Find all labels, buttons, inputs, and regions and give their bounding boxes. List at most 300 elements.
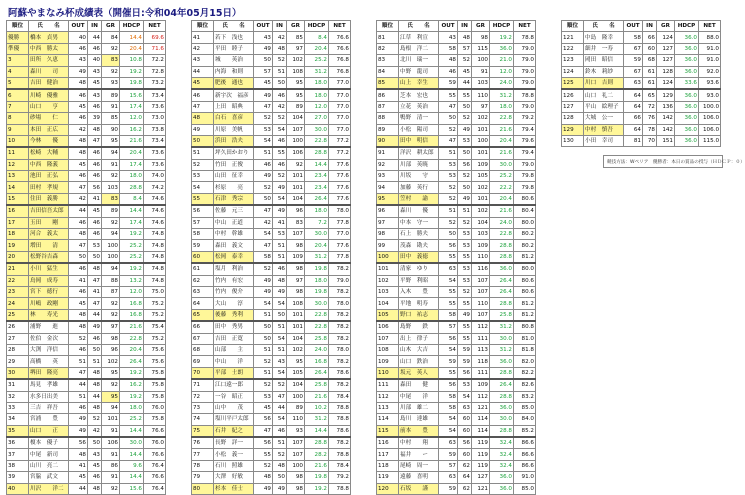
cell-gr: 103 [472, 229, 490, 240]
table-row [377, 286, 536, 297]
cell-name: 中村 幹雄 [214, 229, 254, 240]
cell-in: 55 [458, 321, 472, 333]
cell-hdcp: 25.2 [120, 414, 144, 425]
cell-gr: 89 [287, 402, 305, 413]
cell-name: 宮浦 豊 [29, 414, 69, 425]
cell-rank: 73 [192, 402, 214, 413]
cell-in: 47 [273, 391, 287, 402]
cell-hdcp: 8.4 [305, 32, 329, 43]
cell-hdcp: 36.0 [675, 66, 699, 77]
cell-gr: 103 [102, 182, 120, 193]
table-row [562, 55, 721, 66]
cell-in: 44 [273, 402, 287, 413]
cell-out: 63 [439, 472, 458, 483]
cell-rank: 52 [192, 159, 214, 170]
cell-name: 浦野 進 [29, 321, 69, 333]
cell-rank: 59 [192, 240, 214, 251]
cell-hdcp: 25.2 [120, 240, 144, 251]
cell-net: 78.6 [329, 425, 351, 437]
cell-hdcp: 21.6 [305, 460, 329, 471]
cell-net: 73.6 [144, 147, 166, 159]
cell-name: 長野 詳一 [214, 437, 254, 449]
cell-name: 坪久田かおり [214, 147, 254, 159]
cell-rank: 50 [192, 135, 214, 147]
cell-in: 52 [458, 171, 472, 182]
cell-name: 川坂 守 [399, 171, 439, 182]
cell-name: 塩月 利治 [214, 263, 254, 275]
cell-net: 79.2 [514, 113, 536, 124]
cell-gr: 91 [102, 101, 120, 112]
cell-in: 72 [643, 101, 657, 112]
table-row [377, 135, 536, 147]
cell-rank: 62 [192, 275, 214, 286]
cell-out: 55 [254, 449, 273, 460]
cell-name: 清家 ゆり [399, 263, 439, 275]
cell-gr: 93 [102, 77, 120, 89]
cell-rank: 準優 [7, 43, 29, 54]
cell-hdcp: 22.8 [305, 135, 329, 147]
cell-gr: 110 [472, 251, 490, 263]
cell-name: 江草 利宣 [399, 32, 439, 43]
cell-out: 47 [439, 135, 458, 147]
cell-rank: 10 [7, 135, 29, 147]
cell-hdcp: 17.4 [120, 159, 144, 170]
cell-hdcp: 20.4 [490, 193, 514, 205]
cell-hdcp: 31.2 [490, 321, 514, 333]
cell-gr: 119 [472, 449, 490, 460]
cell-net: 73.4 [144, 135, 166, 147]
table-row [7, 159, 166, 170]
cell-rank: 90 [377, 135, 399, 147]
cell-out: 48 [254, 472, 273, 483]
cell-in: 61 [643, 66, 657, 77]
cell-gr: 94 [102, 147, 120, 159]
cell-in: 56 [88, 182, 102, 193]
cell-in: 48 [458, 32, 472, 43]
cell-hdcp: 25.8 [490, 309, 514, 321]
cell-net: 74.8 [144, 251, 166, 263]
table-row [7, 321, 166, 333]
cell-net: 100.0 [699, 101, 721, 112]
cell-out: 52 [439, 124, 458, 135]
cell-hdcp: 14.4 [305, 159, 329, 170]
table-row [7, 55, 166, 66]
cell-net: 74.6 [144, 217, 166, 228]
cell-in: 49 [458, 193, 472, 205]
cell-out: 56 [439, 379, 458, 391]
cell-gr: 105 [472, 171, 490, 182]
cell-rank: 35 [7, 425, 29, 437]
cell-rank: 87 [377, 101, 399, 112]
cell-hdcp: 26.4 [490, 275, 514, 286]
cell-out: 46 [439, 66, 458, 77]
table-row [562, 43, 721, 54]
cell-name: 森川 優 [399, 205, 439, 217]
cell-in: 46 [273, 89, 287, 101]
table-row [377, 425, 536, 437]
cell-net: 80.6 [514, 193, 536, 205]
cell-hdcp: 23.4 [305, 182, 329, 193]
cell-name: 竹田 正俊 [214, 159, 254, 170]
cell-hdcp: 18.0 [305, 77, 329, 89]
cell-hdcp: 19.2 [305, 483, 329, 494]
cell-net: 93.6 [699, 77, 721, 89]
results-table-1 [6, 20, 166, 495]
table-row [562, 66, 721, 77]
table-row [7, 240, 166, 251]
cell-name: 吉田 健治 [29, 77, 69, 89]
cell-name: 城 英治 [214, 55, 254, 66]
table-row [192, 43, 351, 54]
cell-hdcp: 19.8 [305, 263, 329, 275]
cell-rank: 43 [192, 55, 214, 66]
cell-gr: 92 [102, 379, 120, 391]
cell-net: 73.0 [144, 113, 166, 124]
cell-hdcp: 25.8 [305, 379, 329, 391]
cell-gr: 86 [102, 460, 120, 471]
cell-rank: 113 [377, 402, 399, 413]
cell-out: 46 [69, 263, 88, 275]
cell-net: 77.0 [329, 89, 351, 101]
table-row [192, 205, 351, 217]
cell-net: 80.6 [514, 286, 536, 297]
cell-rank: 7 [7, 101, 29, 112]
cell-net: 74.8 [144, 275, 166, 286]
cell-net: 78.2 [329, 321, 351, 333]
table-row [7, 379, 166, 391]
cell-out: 52 [439, 217, 458, 228]
cell-gr: 136 [657, 101, 675, 112]
cell-out: 54 [439, 275, 458, 286]
cell-gr: 107 [287, 449, 305, 460]
cell-out: 54 [254, 229, 273, 240]
cell-hdcp: 14.4 [120, 449, 144, 460]
cell-net: 78.2 [329, 356, 351, 367]
cell-net: 86.6 [514, 449, 536, 460]
table-row [377, 483, 536, 494]
cell-hdcp: 26.4 [490, 379, 514, 391]
cell-name: 松崎 大輔 [29, 147, 69, 159]
cell-rank: 18 [7, 229, 29, 240]
cell-in: 61 [643, 77, 657, 89]
cell-in: 55 [458, 333, 472, 344]
cell-out: 58 [439, 391, 458, 402]
cell-out: 52 [254, 379, 273, 391]
cell-rank: 120 [377, 483, 399, 494]
cell-rank: 56 [192, 205, 214, 217]
table-row [192, 449, 351, 460]
cell-hdcp: 12.0 [120, 113, 144, 124]
cell-rank: 58 [192, 229, 214, 240]
cell-out: 41 [69, 460, 88, 471]
cell-out: 49 [254, 275, 273, 286]
cell-name: 鈴木 莉紗 [584, 66, 624, 77]
cell-out: 59 [439, 483, 458, 494]
cell-net: 73.6 [144, 101, 166, 112]
cell-out: 51 [439, 147, 458, 159]
cell-rank: 40 [7, 483, 29, 494]
cell-name: 川原 美帆 [214, 124, 254, 135]
cell-net: 74.6 [144, 193, 166, 205]
cell-out: 47 [69, 240, 88, 251]
cell-in: 50 [273, 472, 287, 483]
cell-net: 80.0 [514, 263, 536, 275]
cell-name: 中村 慎吾 [584, 124, 624, 135]
cell-rank: 94 [377, 182, 399, 193]
cell-rank: 105 [377, 309, 399, 321]
cell-rank: 80 [192, 483, 214, 494]
cell-rank: 27 [7, 333, 29, 344]
cell-gr: 95 [287, 89, 305, 101]
header-hdcp: HDCP [305, 21, 329, 32]
cell-in: 46 [88, 472, 102, 483]
cell-gr: 127 [657, 55, 675, 66]
cell-in: 46 [88, 159, 102, 170]
cell-in: 51 [273, 66, 287, 77]
cell-in: 54 [273, 333, 287, 344]
cell-hdcp: 19.8 [305, 472, 329, 483]
cell-net: 106.0 [699, 124, 721, 135]
cell-hdcp: 24.0 [305, 344, 329, 355]
cell-name: 馬見 孝雄 [29, 379, 69, 391]
cell-rank: 29 [7, 356, 29, 367]
table-row [7, 77, 166, 89]
cell-net: 78.6 [329, 367, 351, 379]
table-row [377, 193, 536, 205]
cell-out: 53 [439, 159, 458, 170]
results-table-2 [191, 20, 351, 495]
cell-net: 81.2 [514, 298, 536, 309]
cell-out: 57 [254, 66, 273, 77]
cell-gr: 112 [472, 391, 490, 402]
cell-gr: 92 [102, 171, 120, 182]
cell-out: 42 [69, 124, 88, 135]
cell-net: 77.0 [329, 124, 351, 135]
table-row [7, 425, 166, 437]
cell-out: 63 [439, 437, 458, 449]
header-gr: GR [102, 21, 120, 32]
cell-gr: 97 [472, 101, 490, 112]
cell-hdcp: 31.2 [305, 251, 329, 263]
cell-hdcp: 30.0 [305, 298, 329, 309]
cell-out: 48 [69, 229, 88, 240]
cell-name: 高橋 英 [29, 356, 69, 367]
cell-out: 45 [254, 77, 273, 89]
cell-rank: 38 [7, 460, 29, 471]
table-row [7, 460, 166, 471]
cell-in: 51 [88, 356, 102, 367]
cell-out: 47 [254, 101, 273, 112]
cell-gr: 92 [102, 298, 120, 309]
cell-hdcp: 20.4 [120, 147, 144, 159]
cell-in: 56 [458, 159, 472, 170]
cell-gr: 92 [102, 309, 120, 321]
cell-hdcp: 20.4 [305, 240, 329, 251]
cell-in: 56 [458, 367, 472, 379]
header-hdcp: HDCP [675, 21, 699, 32]
cell-net: 78.8 [329, 483, 351, 494]
cell-in: 55 [458, 251, 472, 263]
cell-hdcp: 28.8 [305, 437, 329, 449]
cell-name: 石津 秀宗 [214, 193, 254, 205]
cell-out: 49 [254, 89, 273, 101]
cell-in: 44 [88, 391, 102, 402]
cell-net: 78.2 [329, 437, 351, 449]
cell-rank: 54 [192, 182, 214, 193]
cell-name: 田中 秀男 [214, 321, 254, 333]
cell-hdcp: 24.0 [490, 77, 514, 89]
cell-gr: 104 [287, 113, 305, 124]
cell-out: 50 [439, 229, 458, 240]
table-row [377, 460, 536, 471]
table-row [7, 263, 166, 275]
cell-hdcp: 28.8 [490, 240, 514, 251]
cell-gr: 97 [287, 43, 305, 54]
cell-rank: 47 [192, 101, 214, 112]
cell-gr: 92 [102, 66, 120, 77]
cell-rank: 8 [7, 113, 29, 124]
cell-gr: 95 [102, 135, 120, 147]
cell-net: 79.0 [329, 275, 351, 286]
cell-rank: 130 [562, 135, 584, 146]
cell-rank: 21 [7, 263, 29, 275]
table-row [7, 251, 166, 263]
table-row [377, 101, 536, 112]
cell-in: 48 [88, 379, 102, 391]
cell-out: 56 [69, 437, 88, 449]
cell-gr: 127 [657, 43, 675, 54]
cell-name: 佐伯 金次 [29, 333, 69, 344]
cell-rank: 98 [377, 229, 399, 240]
cell-name: 鳥岡 成寿 [29, 275, 69, 286]
cell-gr: 101 [472, 124, 490, 135]
cell-in: 59 [458, 344, 472, 355]
cell-net: 75.8 [144, 379, 166, 391]
table-row [7, 391, 166, 402]
cell-in: 51 [273, 437, 287, 449]
table-row [562, 101, 721, 112]
cell-net: 76.8 [329, 66, 351, 77]
cell-gr: 100 [287, 391, 305, 402]
header-out: OUT [624, 21, 643, 32]
cell-hdcp: 36.0 [490, 263, 514, 275]
cell-gr: 127 [472, 472, 490, 483]
cell-gr: 107 [287, 229, 305, 240]
cell-hdcp: 19.2 [120, 229, 144, 240]
cell-gr: 100 [287, 460, 305, 471]
table-row [377, 113, 536, 124]
cell-name: 山口 正 [29, 425, 69, 437]
cell-net: 82.0 [514, 356, 536, 367]
cell-name: 大渕 洋信 [29, 344, 69, 355]
cell-out: 55 [439, 367, 458, 379]
cell-out: 56 [254, 414, 273, 425]
cell-hdcp: 30.0 [490, 159, 514, 170]
cell-net: 76.6 [329, 32, 351, 43]
cell-name: 内海 和則 [214, 66, 254, 77]
cell-rank: 36 [7, 437, 29, 449]
cell-hdcp: 31.2 [490, 344, 514, 355]
cell-gr: 106 [102, 437, 120, 449]
table-row [192, 402, 351, 413]
table-row [562, 124, 721, 135]
table-row [7, 286, 166, 297]
cell-hdcp: 19.8 [120, 77, 144, 89]
cell-gr: 101 [287, 321, 305, 333]
cell-net: 73.6 [144, 159, 166, 170]
cell-net: 73.4 [144, 89, 166, 101]
cell-name: 平田 睦子 [214, 43, 254, 54]
cell-gr: 100 [472, 135, 490, 147]
cell-name: 坂元 英人 [399, 367, 439, 379]
table-row [377, 159, 536, 170]
cell-gr: 111 [472, 333, 490, 344]
cell-gr: 102 [287, 344, 305, 355]
cell-rank: 85 [377, 77, 399, 89]
cell-rank: 76 [192, 437, 214, 449]
cell-out: 46 [69, 43, 88, 54]
cell-net: 79.8 [514, 171, 536, 182]
cell-out: 54 [254, 135, 273, 147]
header-net: NET [514, 21, 536, 32]
cell-gr: 110 [287, 414, 305, 425]
cell-out: 52 [254, 263, 273, 275]
cell-out: 49 [254, 286, 273, 297]
cell-hdcp: 21.0 [490, 55, 514, 66]
cell-net: 93.0 [699, 89, 721, 101]
cell-name: 中山 正道 [214, 217, 254, 228]
cell-hdcp: 16.8 [120, 298, 144, 309]
cell-gr: 109 [472, 240, 490, 251]
cell-in: 43 [88, 66, 102, 77]
cell-rank: 51 [192, 147, 214, 159]
table-row [7, 472, 166, 483]
header-hdcp: HDCP [120, 21, 144, 32]
cell-gr: 92 [287, 159, 305, 170]
cell-in: 70 [643, 135, 657, 146]
cell-net: 85.0 [514, 483, 536, 494]
cell-out: 43 [69, 55, 88, 66]
cell-net: 91.0 [699, 55, 721, 66]
cell-hdcp: 31.2 [305, 66, 329, 77]
cell-gr: 96 [287, 205, 305, 217]
cell-net: 69.6 [144, 32, 166, 43]
header-in: IN [643, 21, 657, 32]
cell-out: 46 [69, 344, 88, 355]
cell-out: 52 [439, 193, 458, 205]
table-row [377, 229, 536, 240]
table-row [377, 43, 536, 54]
cell-rank: 99 [377, 240, 399, 251]
header-hdcp: HDCP [490, 21, 514, 32]
cell-in: 41 [88, 286, 102, 297]
cell-net: 71.6 [144, 43, 166, 54]
cell-name: 川口 吉則 [584, 77, 624, 89]
table-row [562, 77, 721, 89]
cell-rank: 97 [377, 217, 399, 228]
cell-name: 島野 鉄 [399, 321, 439, 333]
header-rank: 順位 [7, 21, 29, 32]
cell-gr: 113 [472, 344, 490, 355]
table-row [192, 159, 351, 170]
cell-net: 78.8 [514, 32, 536, 43]
cell-out: 52 [254, 460, 273, 471]
table-row [192, 309, 351, 321]
cell-rank: 9 [7, 124, 29, 135]
cell-in: 53 [458, 240, 472, 251]
cell-in: 60 [643, 43, 657, 54]
cell-out: 58 [439, 43, 458, 54]
